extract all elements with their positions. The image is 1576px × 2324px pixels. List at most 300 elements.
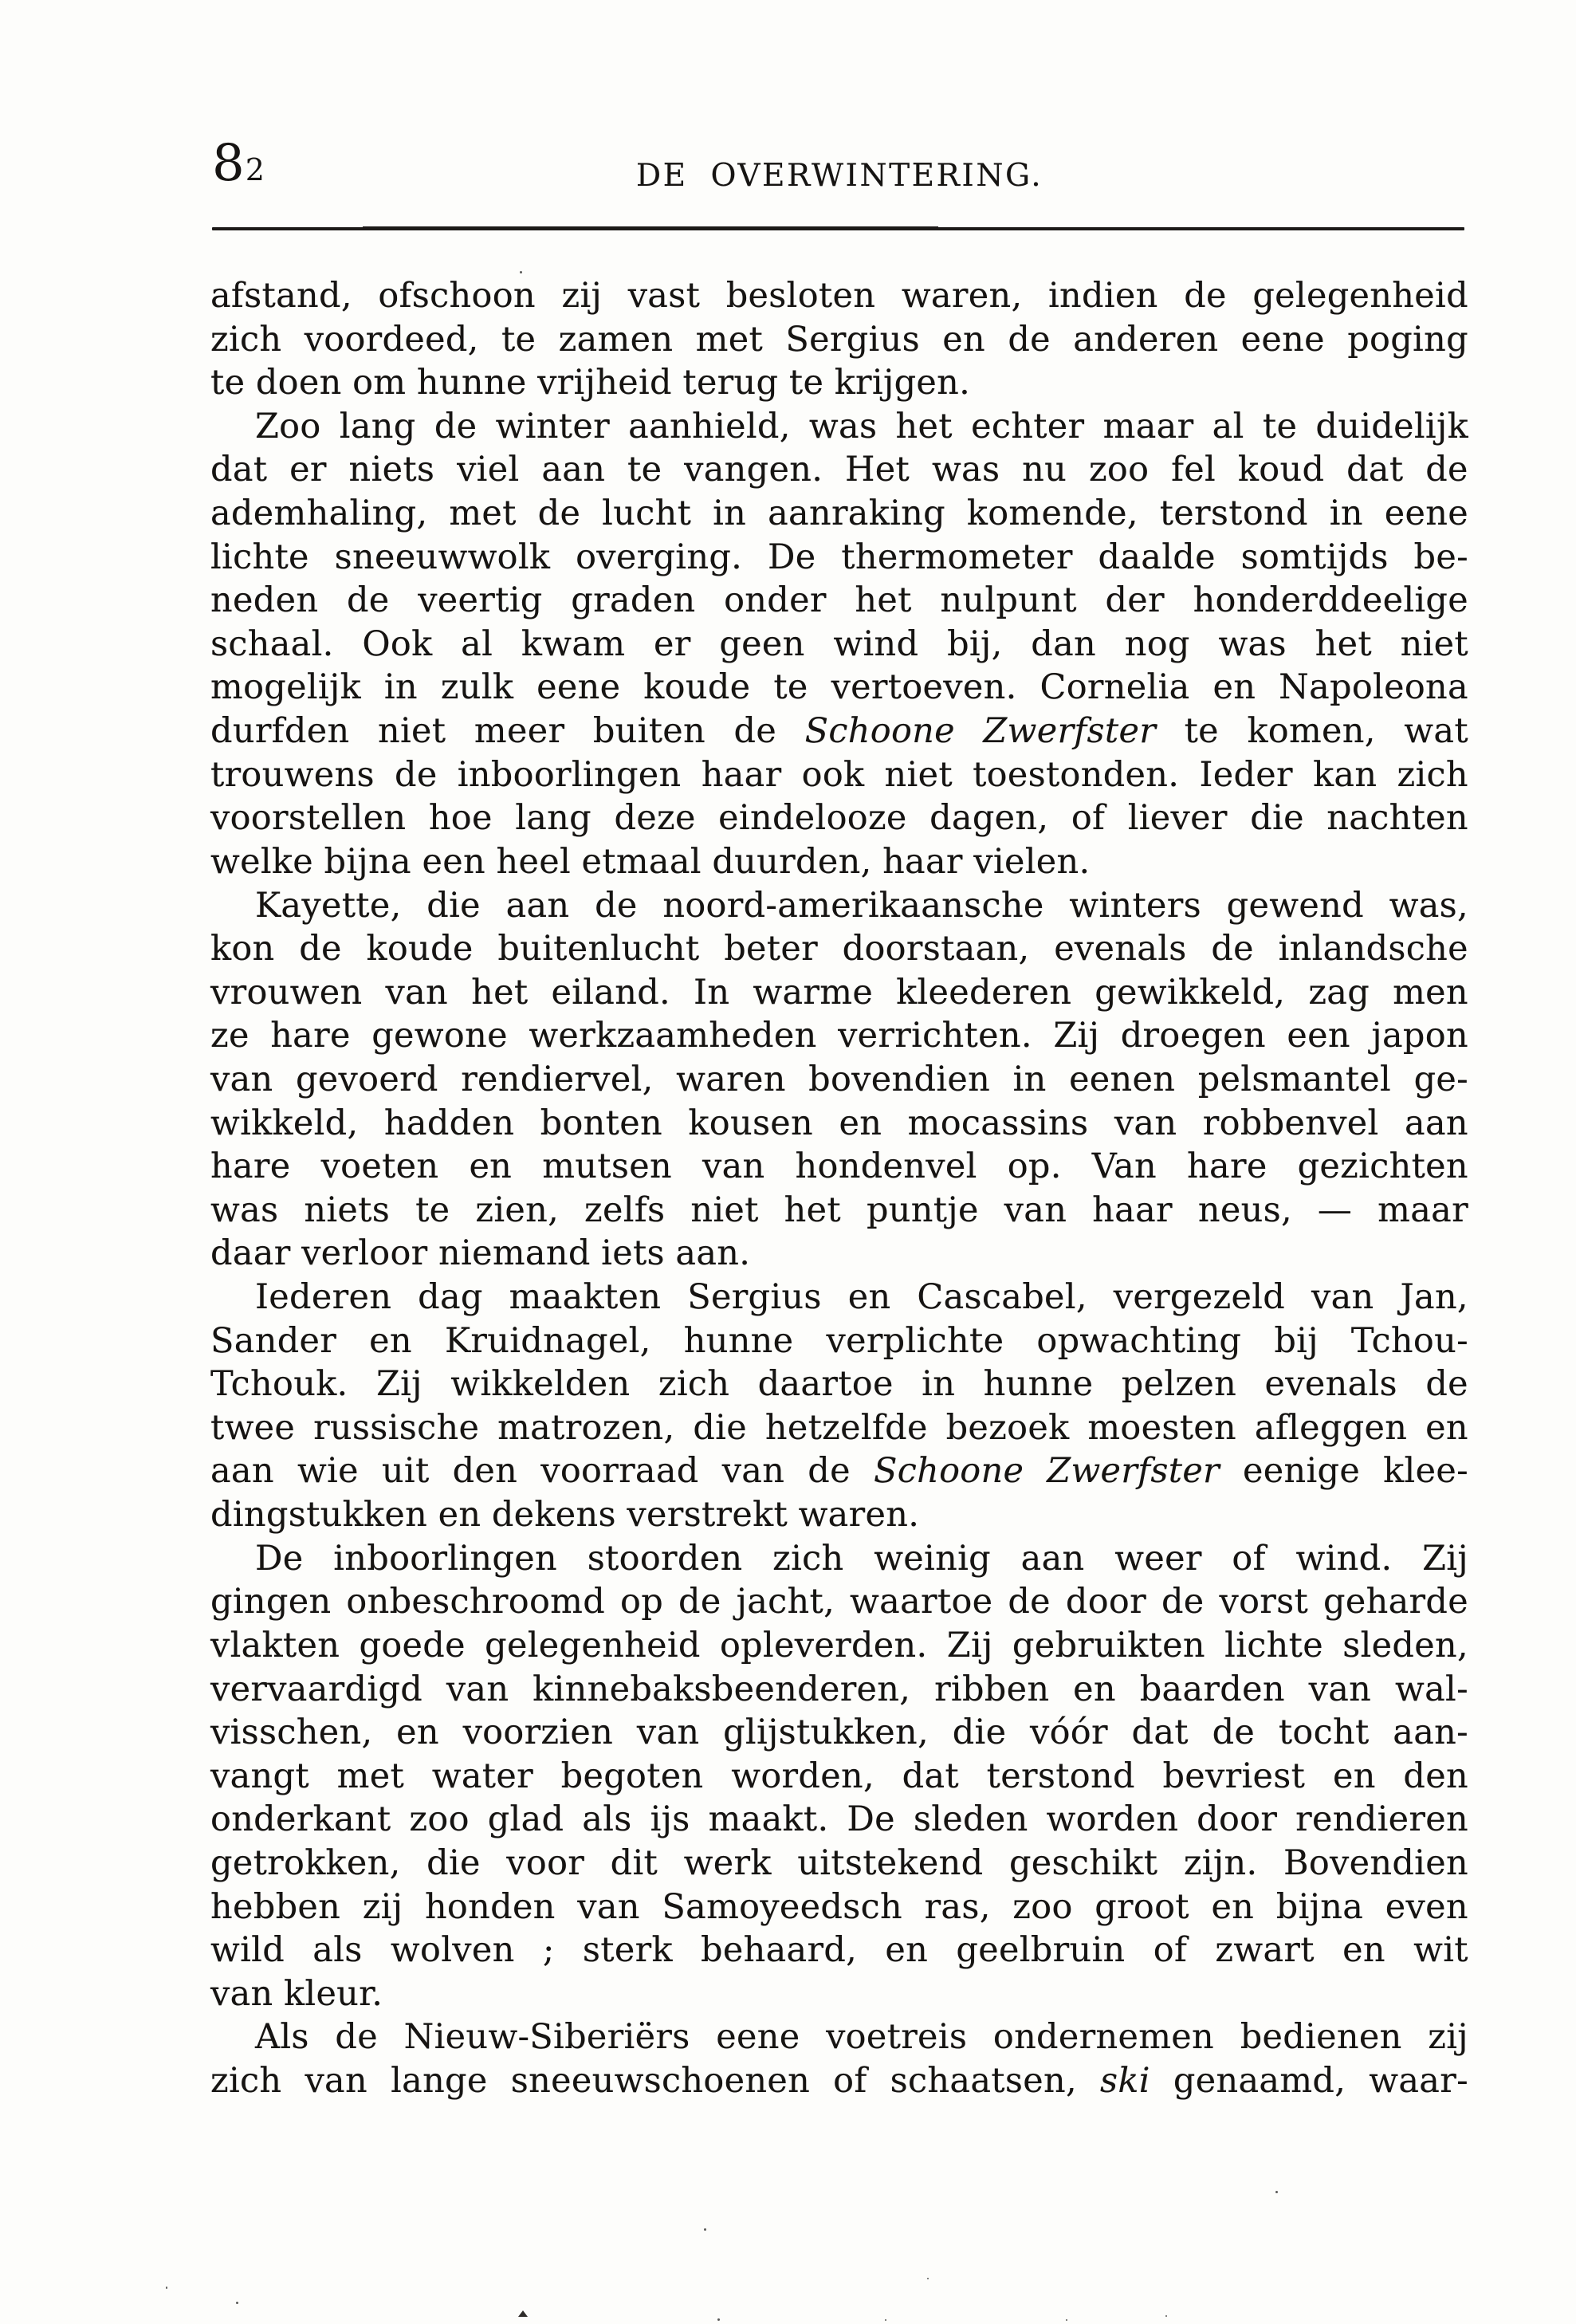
word: bij xyxy=(1274,1320,1319,1361)
word: vangen. xyxy=(684,450,823,490)
scan-caret-mark xyxy=(518,2310,528,2317)
word: koud xyxy=(1237,450,1325,490)
word: eene xyxy=(716,2017,800,2058)
word: worden xyxy=(1046,1799,1179,1840)
word: winter xyxy=(495,406,610,446)
word: en xyxy=(1211,1886,1255,1927)
word: met xyxy=(449,494,517,534)
word: Ieder xyxy=(1199,754,1293,795)
word: het xyxy=(1315,623,1372,664)
word: heel xyxy=(496,841,572,882)
word: zulk xyxy=(440,667,514,708)
word: dan xyxy=(1031,623,1097,664)
word: aanhield, xyxy=(628,406,791,446)
word: inlandsche xyxy=(1278,929,1468,969)
word: dag xyxy=(418,1277,483,1318)
word: onbeschroomd xyxy=(346,1582,606,1622)
text-line xyxy=(210,884,1468,928)
text-line xyxy=(210,1189,1468,1233)
word: ribben xyxy=(934,1669,1050,1709)
word: de xyxy=(1425,1364,1468,1405)
word: kon xyxy=(210,929,275,969)
word: wild xyxy=(210,1930,285,1971)
word: meer xyxy=(474,711,565,752)
text-line xyxy=(210,1319,1468,1363)
word: getrokken, xyxy=(210,1842,401,1883)
word: goede xyxy=(359,1625,466,1665)
word: uit xyxy=(381,1451,430,1492)
word: inboorlingen xyxy=(333,1538,557,1579)
text-line xyxy=(210,2015,1468,2059)
word: glad xyxy=(487,1799,564,1840)
word: liever xyxy=(1127,798,1228,839)
word: kousen xyxy=(688,1103,814,1143)
text-line xyxy=(210,2059,1468,2103)
word: geen xyxy=(719,623,805,664)
word: De xyxy=(255,1538,304,1579)
word: voorzien xyxy=(462,1713,614,1753)
word: vrouwen xyxy=(210,972,363,1013)
word: buitenlucht xyxy=(497,929,700,969)
word: de xyxy=(335,2017,378,2058)
word: geharde xyxy=(1323,1582,1468,1622)
word: ; xyxy=(542,1930,555,1971)
word: hare xyxy=(210,1146,291,1187)
word: van xyxy=(385,972,449,1013)
word: die xyxy=(426,1842,481,1883)
word: Zij xyxy=(946,1625,993,1665)
word: of xyxy=(833,2060,867,2101)
word: bovendien xyxy=(808,1059,991,1099)
word: anderen xyxy=(1073,319,1219,360)
text-line xyxy=(210,1232,1468,1276)
word: het xyxy=(895,406,953,446)
word: beter xyxy=(724,929,818,969)
word: hare xyxy=(270,1016,351,1056)
word: honden xyxy=(424,1886,556,1927)
word: Het xyxy=(845,450,910,490)
word: niet xyxy=(1400,623,1468,664)
scan-speck xyxy=(1066,2319,1067,2321)
word: aanraking xyxy=(768,494,945,534)
word: te xyxy=(1262,406,1298,446)
word: terstond xyxy=(1159,494,1308,534)
word: te xyxy=(210,363,246,403)
word: aan xyxy=(541,450,606,490)
word: lang xyxy=(515,798,591,839)
word: sleden xyxy=(913,1799,1028,1840)
word: niets xyxy=(304,1190,391,1230)
word: hebben xyxy=(210,1886,341,1927)
word: buiten xyxy=(592,711,706,752)
word: bij, xyxy=(947,623,1003,664)
word: voetreis xyxy=(826,2017,968,2058)
word: kan xyxy=(1313,754,1378,795)
word: — xyxy=(1317,1190,1353,1230)
text-line xyxy=(210,1493,1468,1537)
word: bedienen xyxy=(1240,2017,1402,2058)
word: waren, xyxy=(901,276,1023,316)
word: men xyxy=(1393,972,1468,1013)
word: veertig xyxy=(418,580,543,621)
scan-speck xyxy=(1165,2315,1167,2317)
word: hunne xyxy=(683,1320,794,1361)
word: van xyxy=(577,1886,640,1927)
word: koude xyxy=(366,929,474,969)
word: dat xyxy=(1131,1713,1189,1753)
word: dat xyxy=(210,450,268,490)
text-line xyxy=(210,1755,1468,1799)
word: er xyxy=(654,623,691,664)
word: hoe xyxy=(428,798,493,839)
word: verstrekt xyxy=(627,1495,788,1536)
word: Sergius xyxy=(785,319,920,360)
word: nog xyxy=(1124,623,1190,664)
word: was xyxy=(1218,623,1287,664)
word: hunne xyxy=(983,1364,1094,1405)
text-line xyxy=(210,536,1468,580)
word: ze xyxy=(210,1016,250,1056)
word: zijn. xyxy=(1183,1842,1258,1883)
word: maakt. xyxy=(708,1799,829,1840)
word: zoo xyxy=(409,1799,470,1840)
word: de xyxy=(434,406,478,446)
italic-word: Zwerfster xyxy=(983,711,1157,752)
word: droegen xyxy=(1120,1016,1266,1056)
word: rendiervel, xyxy=(461,1059,654,1099)
word: sneeuwschoenen xyxy=(510,2060,811,2101)
word: een xyxy=(1287,1016,1350,1056)
word: robbenvel xyxy=(1202,1103,1379,1143)
word: van xyxy=(702,1146,765,1187)
word: zoo xyxy=(1088,450,1150,490)
text-line xyxy=(210,1145,1468,1189)
word: de xyxy=(1161,1582,1205,1622)
word: zij xyxy=(362,1886,403,1927)
word: de xyxy=(1008,1582,1051,1622)
text-line xyxy=(210,927,1468,971)
word: stoorden xyxy=(587,1538,743,1579)
text-line xyxy=(210,1058,1468,1102)
word: verrichten. xyxy=(838,1016,1032,1056)
word: bijna xyxy=(1275,1886,1364,1927)
word: water xyxy=(431,1756,533,1796)
word: eindelooze xyxy=(718,798,907,839)
word: zien, xyxy=(475,1190,560,1230)
word: Zoo xyxy=(255,406,321,446)
text-line xyxy=(210,1668,1468,1712)
word: gelegenheid xyxy=(1252,276,1468,316)
word: eenen xyxy=(1069,1059,1176,1099)
text-line xyxy=(210,1798,1468,1842)
word: vervaardigd xyxy=(210,1669,423,1709)
word: lang xyxy=(339,406,416,446)
word: Tchouk. xyxy=(210,1364,348,1405)
word: aan. xyxy=(675,1233,751,1274)
word: vast xyxy=(627,276,701,316)
word: waartoe xyxy=(850,1582,993,1622)
word: kleederen xyxy=(896,972,1072,1013)
word: te xyxy=(788,363,824,403)
word: puntje xyxy=(866,1190,979,1230)
word: te xyxy=(773,667,808,708)
word: te xyxy=(627,450,662,490)
word: dat xyxy=(902,1756,959,1796)
word: matrozen, xyxy=(497,1407,675,1448)
text-line xyxy=(210,1886,1468,1929)
word: koude xyxy=(643,667,751,708)
word: vielen. xyxy=(973,841,1091,882)
word: durfden xyxy=(210,711,350,752)
word: en xyxy=(1332,1756,1376,1796)
word: hadden xyxy=(383,1103,515,1143)
word: de xyxy=(1184,276,1227,316)
text-line xyxy=(210,1014,1468,1058)
word: behaard, xyxy=(701,1930,858,1971)
word: bezoek xyxy=(945,1407,1070,1448)
word: Zij xyxy=(1422,1538,1468,1579)
word: nulpunt xyxy=(940,580,1077,621)
word: Samoyeedsch xyxy=(662,1886,902,1927)
word: in xyxy=(1012,1059,1047,1099)
word: een xyxy=(422,841,485,882)
word: zij xyxy=(1428,2017,1468,2058)
word: als xyxy=(312,1930,363,1971)
word: de xyxy=(733,711,777,752)
word: er xyxy=(289,450,327,490)
word: etmaal xyxy=(581,841,702,882)
word: ofschoon xyxy=(378,276,536,316)
italic-word: ski xyxy=(1100,2060,1150,2101)
word: Cascabel, xyxy=(917,1277,1087,1318)
header-rule xyxy=(212,227,1464,230)
word: De xyxy=(767,537,816,577)
word: de xyxy=(299,929,342,969)
word: Zij xyxy=(375,1364,422,1405)
word: in xyxy=(1329,494,1363,534)
word: moesten xyxy=(1087,1407,1237,1448)
word: eenige xyxy=(1242,1451,1361,1492)
word: gevoerd xyxy=(295,1059,438,1099)
word: visschen, xyxy=(210,1713,373,1753)
word: die xyxy=(693,1407,747,1448)
text-line xyxy=(210,318,1468,362)
word: was, xyxy=(1389,885,1468,926)
word: hunne xyxy=(416,363,527,403)
word: en xyxy=(469,1146,513,1187)
word: niet xyxy=(884,754,953,795)
word: geschikt xyxy=(1008,1842,1158,1883)
text-line xyxy=(210,448,1468,492)
word: gingen xyxy=(210,1582,332,1622)
word: graden xyxy=(571,580,696,621)
word: Als xyxy=(255,2017,309,2058)
word: zelfs xyxy=(584,1190,666,1230)
italic-word: Schoone xyxy=(873,1451,1024,1492)
word: maar xyxy=(1102,406,1194,446)
word: met xyxy=(695,319,764,360)
text-line xyxy=(210,1929,1468,1972)
page-number: 82 xyxy=(212,134,265,193)
word: rendieren xyxy=(1295,1799,1468,1840)
word: mutsen xyxy=(542,1146,672,1187)
word: mogelijk xyxy=(210,667,361,708)
word: voor xyxy=(506,1842,585,1883)
word: hondenvel xyxy=(795,1146,977,1187)
scan-speck xyxy=(717,2318,720,2321)
word: lichte xyxy=(210,537,309,577)
word: twee xyxy=(210,1407,296,1448)
word: bijna xyxy=(324,841,411,882)
word: wit xyxy=(1413,1930,1468,1971)
word: baarden xyxy=(1139,1669,1285,1709)
word: waren. xyxy=(798,1495,920,1536)
word: van xyxy=(1311,1277,1374,1318)
word: van xyxy=(210,1973,273,2014)
word: den xyxy=(452,1451,518,1492)
word: Kayette, xyxy=(255,885,402,926)
word: thermometer xyxy=(841,537,1073,577)
text-line xyxy=(210,753,1468,797)
word: van xyxy=(636,1713,700,1753)
word: viel xyxy=(457,450,520,490)
word: warme xyxy=(753,972,874,1013)
word: vorst xyxy=(1219,1582,1309,1622)
word: komen, xyxy=(1247,711,1376,752)
word: dat xyxy=(1346,450,1404,490)
word: Sander xyxy=(210,1320,337,1361)
word: haar xyxy=(701,754,782,795)
word: aan xyxy=(1405,1103,1468,1143)
word: bevriest xyxy=(1162,1756,1306,1796)
word: welke xyxy=(210,841,314,882)
word: mocassins xyxy=(907,1103,1089,1143)
word: japon xyxy=(1371,1016,1468,1056)
word: indien xyxy=(1047,276,1158,316)
word: deze xyxy=(614,798,696,839)
word: en xyxy=(1425,1407,1468,1448)
word: be- xyxy=(1413,537,1468,577)
word: besloten xyxy=(725,276,876,316)
word: kwam xyxy=(521,623,626,664)
word: als xyxy=(582,1799,632,1840)
word: schaatsen, xyxy=(890,2060,1077,2101)
word: aan- xyxy=(1393,1713,1468,1753)
word: voeten xyxy=(320,1146,439,1187)
word: niets xyxy=(348,450,435,490)
word: met xyxy=(336,1756,405,1796)
scan-speck xyxy=(885,2319,886,2321)
word: vertoeven. xyxy=(831,667,1017,708)
word: echter xyxy=(971,406,1085,446)
word: russische xyxy=(313,1407,480,1448)
word: fel xyxy=(1171,450,1216,490)
word: Iederen xyxy=(255,1277,392,1318)
word: van xyxy=(305,2060,367,2101)
text-line xyxy=(210,1842,1468,1886)
word: was xyxy=(931,450,1000,490)
word: aan xyxy=(1020,1538,1085,1579)
word: was xyxy=(210,1190,279,1230)
word: die xyxy=(426,885,481,926)
word: De xyxy=(847,1799,895,1840)
word: dekens xyxy=(491,1495,616,1536)
word: opwachting xyxy=(1036,1320,1242,1361)
word: wikkelden xyxy=(450,1364,631,1405)
word: bonten xyxy=(540,1103,662,1143)
word: wind. xyxy=(1295,1538,1393,1579)
text-line xyxy=(210,1580,1468,1624)
word: afstand, xyxy=(210,276,352,316)
word: groot xyxy=(1095,1886,1189,1927)
word: haar xyxy=(1092,1190,1173,1230)
text-line xyxy=(210,405,1468,449)
word: Ook xyxy=(362,623,433,664)
word: of xyxy=(1232,1538,1266,1579)
word: van xyxy=(721,1451,785,1492)
word: en xyxy=(1073,1669,1116,1709)
text-line xyxy=(210,971,1468,1015)
word: te xyxy=(1184,711,1219,752)
word: opleverden. xyxy=(719,1625,928,1665)
word: door xyxy=(1065,1582,1146,1622)
word: geelbruin xyxy=(956,1930,1126,1971)
text-line xyxy=(210,1406,1468,1450)
word: vóór xyxy=(1030,1713,1108,1753)
word: de xyxy=(1212,1713,1256,1753)
word: ge- xyxy=(1413,1059,1468,1099)
word: sterk xyxy=(582,1930,673,1971)
word: gewend xyxy=(1226,885,1364,926)
word: sneeuwwolk xyxy=(334,537,551,577)
text-line xyxy=(210,579,1468,623)
scan-speck xyxy=(927,2278,929,2279)
word: hare xyxy=(1187,1146,1267,1187)
word: nu xyxy=(1022,450,1067,490)
word: de xyxy=(595,885,638,926)
scan-speck xyxy=(704,2228,706,2231)
word: de xyxy=(346,580,390,621)
word: onderkant xyxy=(210,1799,391,1840)
word: door xyxy=(1197,1799,1278,1840)
word: Cornelia xyxy=(1040,667,1190,708)
word: daalde xyxy=(1098,537,1216,577)
word: vergezeld xyxy=(1113,1277,1286,1318)
word: doen xyxy=(255,363,342,403)
text-line xyxy=(210,1276,1468,1319)
word: zich xyxy=(210,2060,282,2101)
word: werkzaamheden xyxy=(529,1016,817,1056)
word: en xyxy=(1212,667,1256,708)
scan-speck xyxy=(236,2302,238,2304)
word: en xyxy=(847,1277,891,1318)
body-text-block xyxy=(210,274,1468,2103)
word: neden xyxy=(210,580,319,621)
text-line xyxy=(210,666,1468,710)
word: terug xyxy=(682,363,779,403)
scan-speck xyxy=(1275,2191,1278,2193)
word: sleden, xyxy=(1342,1625,1468,1665)
word: eene xyxy=(1384,494,1468,534)
word: de xyxy=(1211,929,1254,969)
word: die xyxy=(1250,798,1304,839)
word: van xyxy=(1004,1190,1067,1230)
text-line xyxy=(210,710,1468,753)
word: evenals xyxy=(1264,1364,1397,1405)
word: klee- xyxy=(1383,1451,1468,1492)
word: dingstukken xyxy=(210,1495,428,1536)
word: te xyxy=(415,1190,450,1230)
